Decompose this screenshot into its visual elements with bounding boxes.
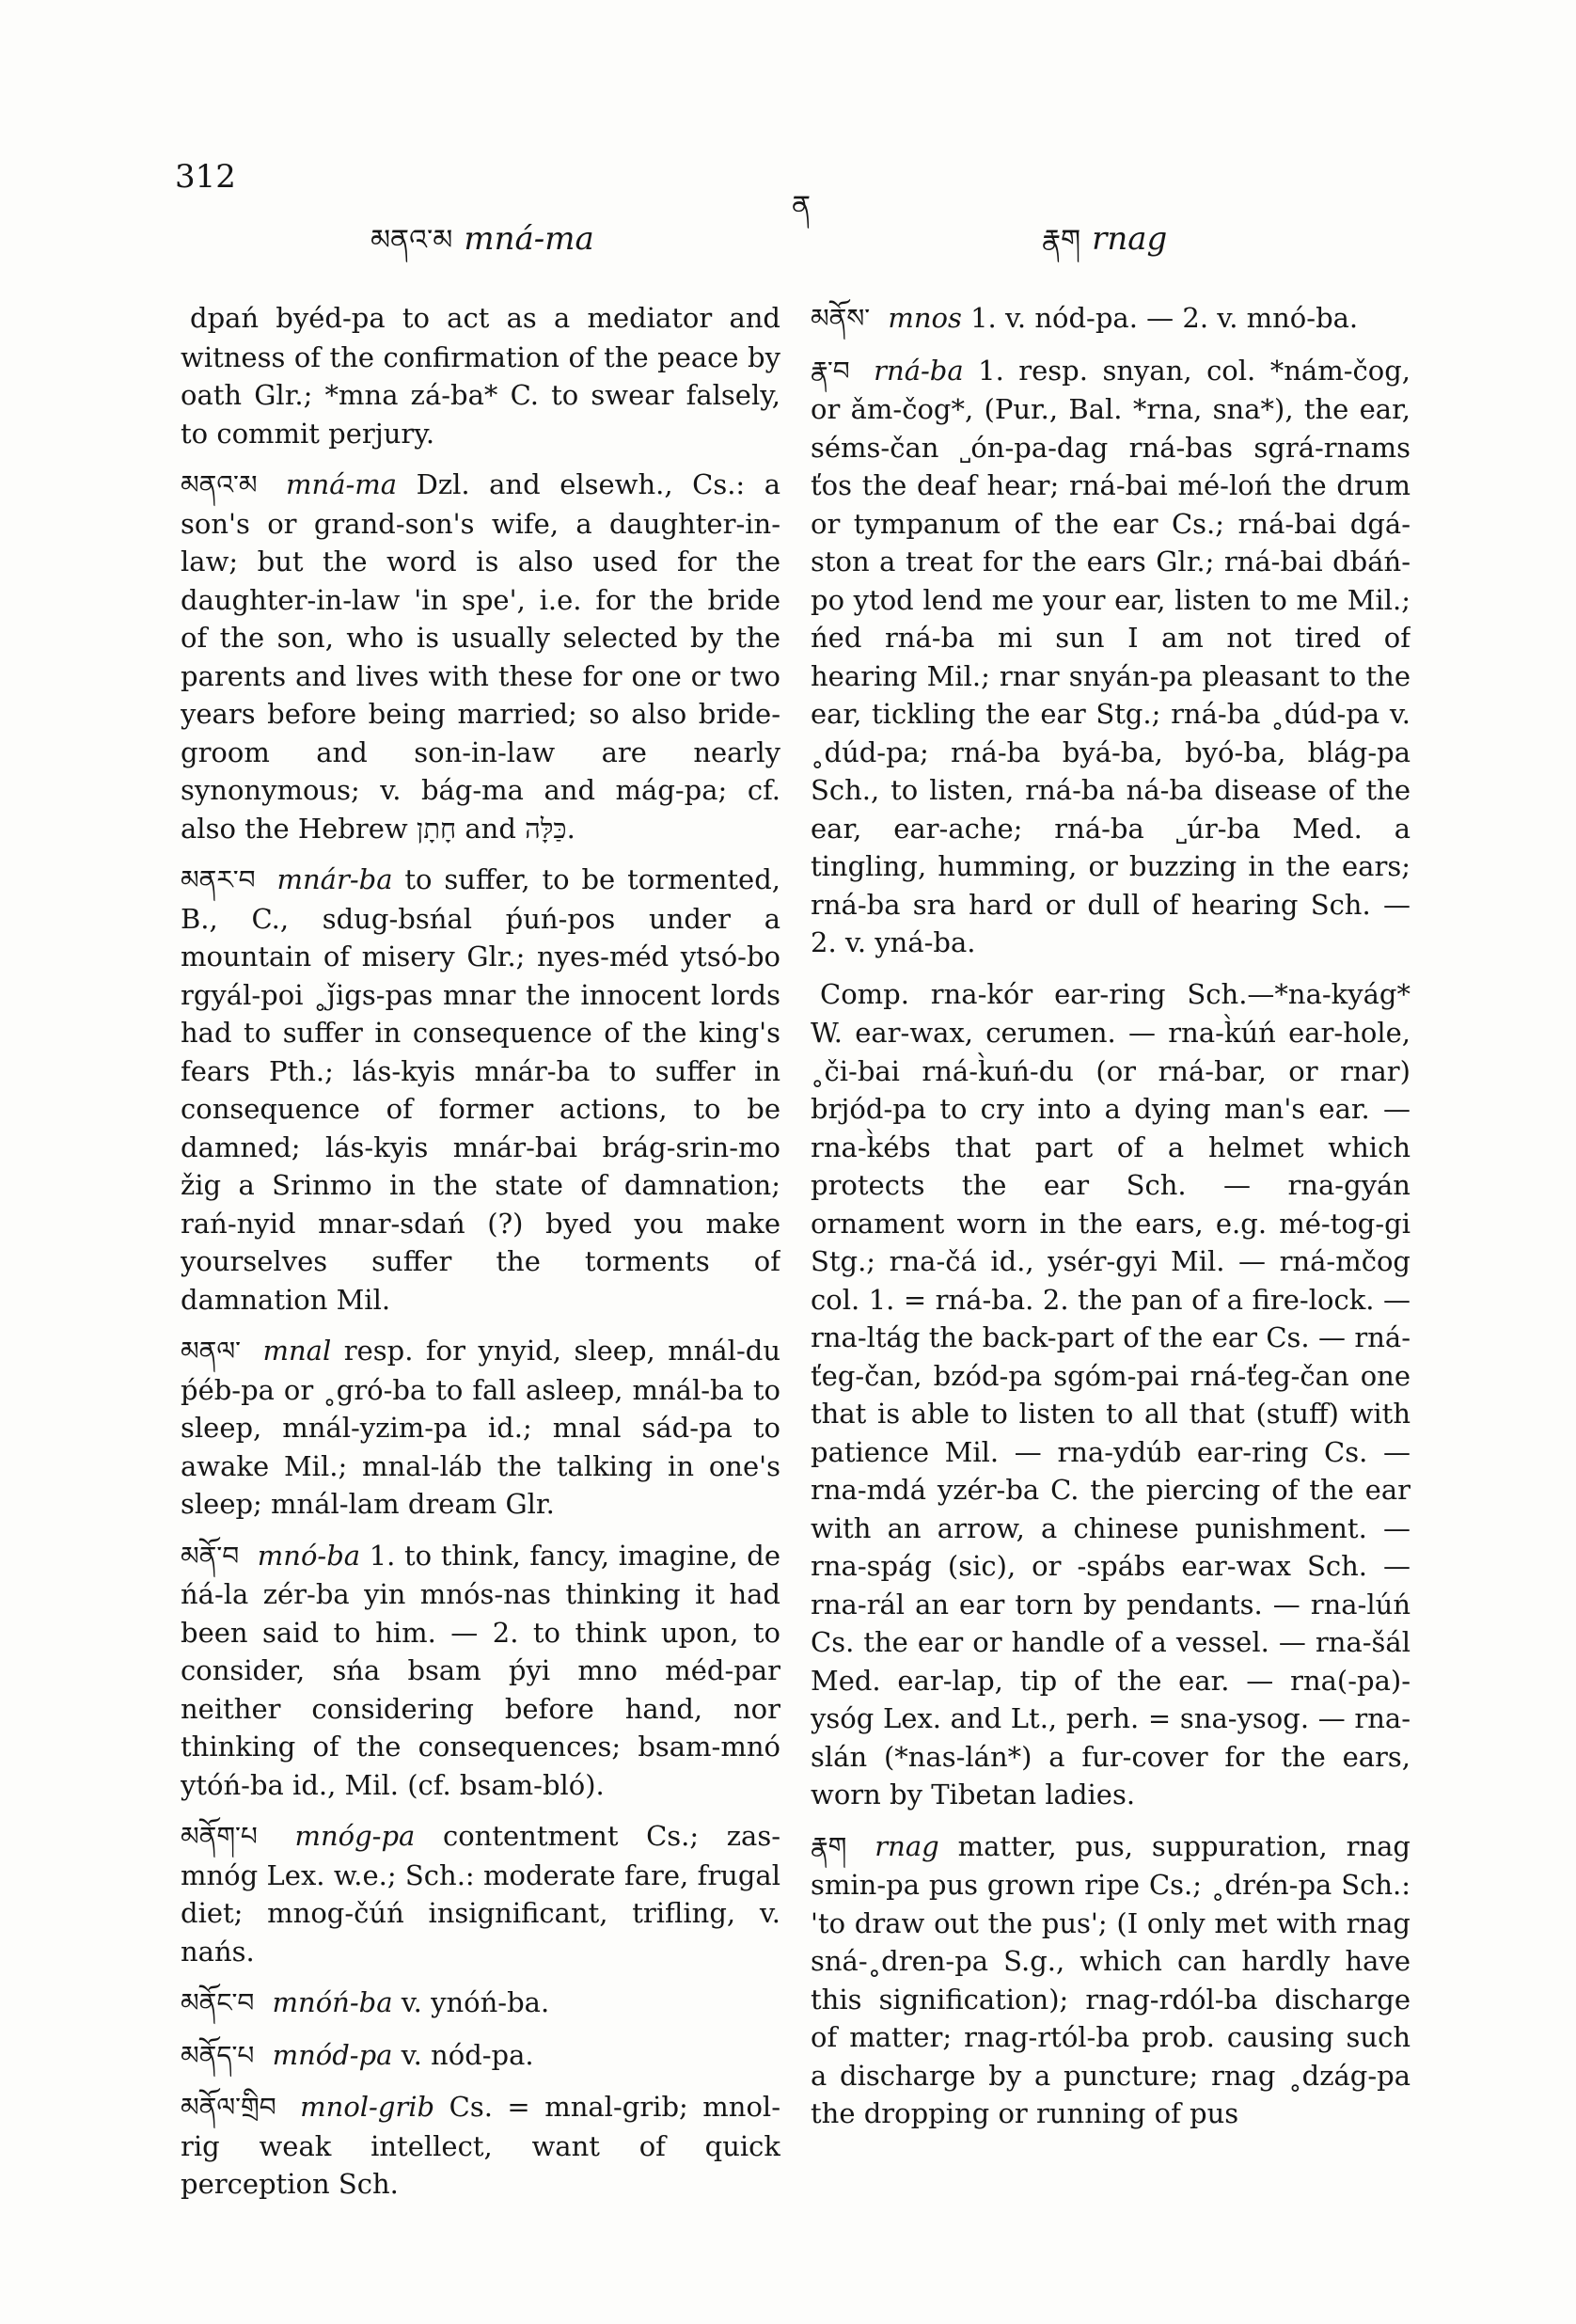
- entry-gloss: 1. v. nód-pa. — 2. v. mnó-ba.: [970, 302, 1359, 334]
- entry-headword: mnal: [262, 1335, 332, 1367]
- entry-tibetan: མནར་བ: [181, 864, 256, 895]
- entry-headword: rnag: [875, 1829, 939, 1862]
- entry-tibetan: མནོས་: [811, 303, 871, 334]
- running-head-left: [370, 209, 594, 288]
- entry-tibetan: མནོང་བ: [181, 1987, 255, 2018]
- dictionary-entry: [811, 975, 1411, 1814]
- left-column: [181, 299, 780, 2293]
- running-head-left-lemma: mná-ma: [464, 220, 594, 258]
- page-number: 312: [175, 158, 236, 196]
- entry-tibetan: མནོལ་གྲིབ: [181, 2092, 276, 2123]
- entry-headword: mnol-grib: [300, 2091, 435, 2123]
- entry-gloss: resp. for ynyid, sleep, mnál-du ṕéb-pa or ˳gró-ba to fall asleep, mnál-ba to sleep, mnál-yzim-pa id.; mnal sád-pa to awake Mil.; mnal-láb the talking in one's sleep; mnál-lam dream Glr.: [181, 1335, 780, 1520]
- entry-headword: mnóń-ba: [272, 1986, 393, 2018]
- entry-gloss: 1. to think, fancy, imagine, de ńá-la zér-ba yin mnós-nas thinking it had been said to him. — 2. to think upon, to consider, sńa bsam ṕyi mno méd-par neither considering before hand, nor thinking of the consequences; bsam-mnó ytóń-ba id., Mil. (cf. bsam-bló).: [181, 1539, 780, 1801]
- entry-headword: mnos: [888, 302, 962, 334]
- entry-gloss: v. nód-pa.: [401, 2038, 534, 2071]
- entry-gloss: matter, pus, suppuration, rnag smin-pa pus grown ripe Cs.; ˳drén-pa Sch.: 'to draw out the pus'; (I only met with rnag sná-˳dren-pa S.g., which can hardly have this signification); rnag-rdól-ba discharge of matter; rnag-rtól-ba prob. causing such a discharge by a puncture; rnag ˳dzág-pa the dropping or running of pus: [811, 1829, 1411, 2129]
- entry-headword: mná-ma: [286, 468, 398, 500]
- dictionary-entry: [811, 352, 1411, 962]
- running-head-right-tibetan: རྣག: [1042, 224, 1081, 257]
- dictionary-entry: [181, 1817, 780, 1970]
- dictionary-entry: [181, 861, 780, 1319]
- entry-headword: rná-ba: [874, 354, 964, 387]
- right-column: [811, 299, 1411, 2293]
- dictionary-entry: [181, 2088, 780, 2204]
- dictionary-entry: [811, 1827, 1411, 2133]
- entry-gloss: 1. resp. snyan, col. *nám-čog, or ǎm-čog*, (Pur., Bal. *rna, sna*), the ear, séms-čan ˽ón-pa-dag rná-bas sgrá-rnams ťos the deaf hear; rná-bai mé-loń the drum or tympanum of the ear Cs.; rná-bai dgá-ston a treat for the ears Glr.; rná-bai dbáń-po ytod lend me your ear, listen to me Mil.; ńed rná-ba mi sun I am not tired of hearing Mil.; rnar snyán-pa pleasant to the ear, tickling the ear Stg.; rná-ba ˳dúd-pa v. ˳dúd-pa; rná-ba byá-ba, byó-ba, blág-pa Sch., to listen, rná-ba ná-ba disease of the ear, ear-ache; rná-ba ˽úr-ba Med. a tingling, humming, or buzzing in the ears; rná-ba sra hard or dull of hearing Sch. — 2. v. yná-ba.: [811, 354, 1411, 958]
- running-head-right-lemma: rnag: [1092, 220, 1168, 258]
- dictionary-entry: [181, 299, 780, 452]
- running-head-right: [1042, 209, 1167, 288]
- entry-headword: mnóg-pa: [294, 1820, 416, 1852]
- entry-headword: mnó-ba: [257, 1539, 361, 1572]
- entry-gloss: Dzl. and elsewh., Cs.: a son's or grand-son's wife, a daughter-in-law; but the word is also used for the daughter-in-law 'in spe', i.e. for the bride of the son, who is usually selected by the parents and lives with these for one or two years before being married; so also bride-groom and son-in-law are nearly synonymous; v. bág-ma and mág-pa; cf. also the Hebrew חָתָן and כַּלָּה.: [181, 468, 780, 845]
- entry-tibetan: རྣག: [811, 1830, 847, 1862]
- entry-gloss: contentment Cs.; zas-mnóg Lex. w.e.; Sch.: moderate fare, frugal diet; mnog-čúń insignificant, trifling, v. nańs.: [181, 1820, 780, 1968]
- dictionary-entry: [181, 1984, 780, 2023]
- dictionary-entry: [811, 299, 1411, 339]
- entry-gloss: dpań byéd-pa to act as a mediator and witness of the confirmation of the peace by oath Glr.; *mna zá-ba* C. to swear falsely, to commit perjury.: [181, 302, 780, 450]
- dictionary-entry: [181, 1332, 780, 1524]
- dictionary-entry: [181, 1537, 780, 1805]
- entry-tibetan: རྣ་བ: [811, 355, 850, 387]
- section-letter: ན: [792, 190, 812, 223]
- entry-headword: mnár-ba: [276, 863, 393, 895]
- entry-tibetan: མནལ་: [181, 1336, 241, 1367]
- entry-tibetan: མནོག་པ: [181, 1821, 258, 1852]
- entry-tibetan: མནོད་པ: [181, 2039, 255, 2071]
- entry-tibetan: མནོ་བ: [181, 1540, 240, 1572]
- running-head-left-tibetan: མནའ་མ: [370, 224, 453, 257]
- entry-gloss: v. ynóń-ba.: [401, 1986, 550, 2018]
- dictionary-entry: [181, 466, 780, 847]
- entry-gloss: Cs. = mnal-grib; mnol-rig weak intellect, want of quick perception Sch.: [181, 2091, 780, 2200]
- entry-gloss: to suffer, to be tormented, B., C., sdug-bsńal ṕuń-pos under a mountain of misery Glr.; nyes-méd ytsó-bo rgyál-poi ˳ǰigs-pas mnar the innocent lords had to suffer in consequence of the king's fears Pth.; lás-kyis mnár-ba to suffer in consequence of former actions, to be damned; lás-kyis mnár-bai brág-srin-mo žig a Srinmo in the state of damnation; rań-nyid mnar-sdań (?) byed you make yourselves suffer the torments of damnation Mil.: [181, 863, 780, 1316]
- dictionary-entry: [181, 2036, 780, 2076]
- entry-tibetan: མནའ་མ: [181, 469, 258, 500]
- entry-gloss: Comp. rna-kór ear-ring Sch.—*na-kyág* W. ear-wax, cerumen. — rna-k̀úń ear-hole, ˳či-bai rná-k̀uń-du (or rná-bar, or rnar) brjód-pa to cry into a dying man's ear. — rna-k̀ébs that part of a helmet which protects the ear Sch. — rna-gyán ornament worn in the ears, e.g. mé-tog-gi Stg.; rna-čá id., ysér-gyi Mil. — rná-mčog col. 1. = rná-ba. 2. the pan of a fire-lock. — rna-ltág the back-part of the ear Cs. — rná-ťeg-čan, bzód-pa sgóm-pai rná-ťeg-čan one that is able to listen to all that (stuff) with patience Mil. — rna-ydúb ear-ring Cs. — rna-mdá yzér-ba C. the piercing of the ear with an arrow, a chinese punishment. — rna-spág (sic), or -spábs ear-wax Sch. — rna-rál an ear torn by pendants. — rna-lúń Cs. the ear or handle of a vessel. — rna-šál Med. ear-lap, tip of the ear. — rna(-pa)-ysóg Lex. and Lt., perh. = sna-ysog. — rna-slán (*nas-lán*) a fur-cover for the ears, worn by Tibetan ladies.: [811, 977, 1411, 1810]
- entry-headword: mnód-pa: [272, 2038, 393, 2071]
